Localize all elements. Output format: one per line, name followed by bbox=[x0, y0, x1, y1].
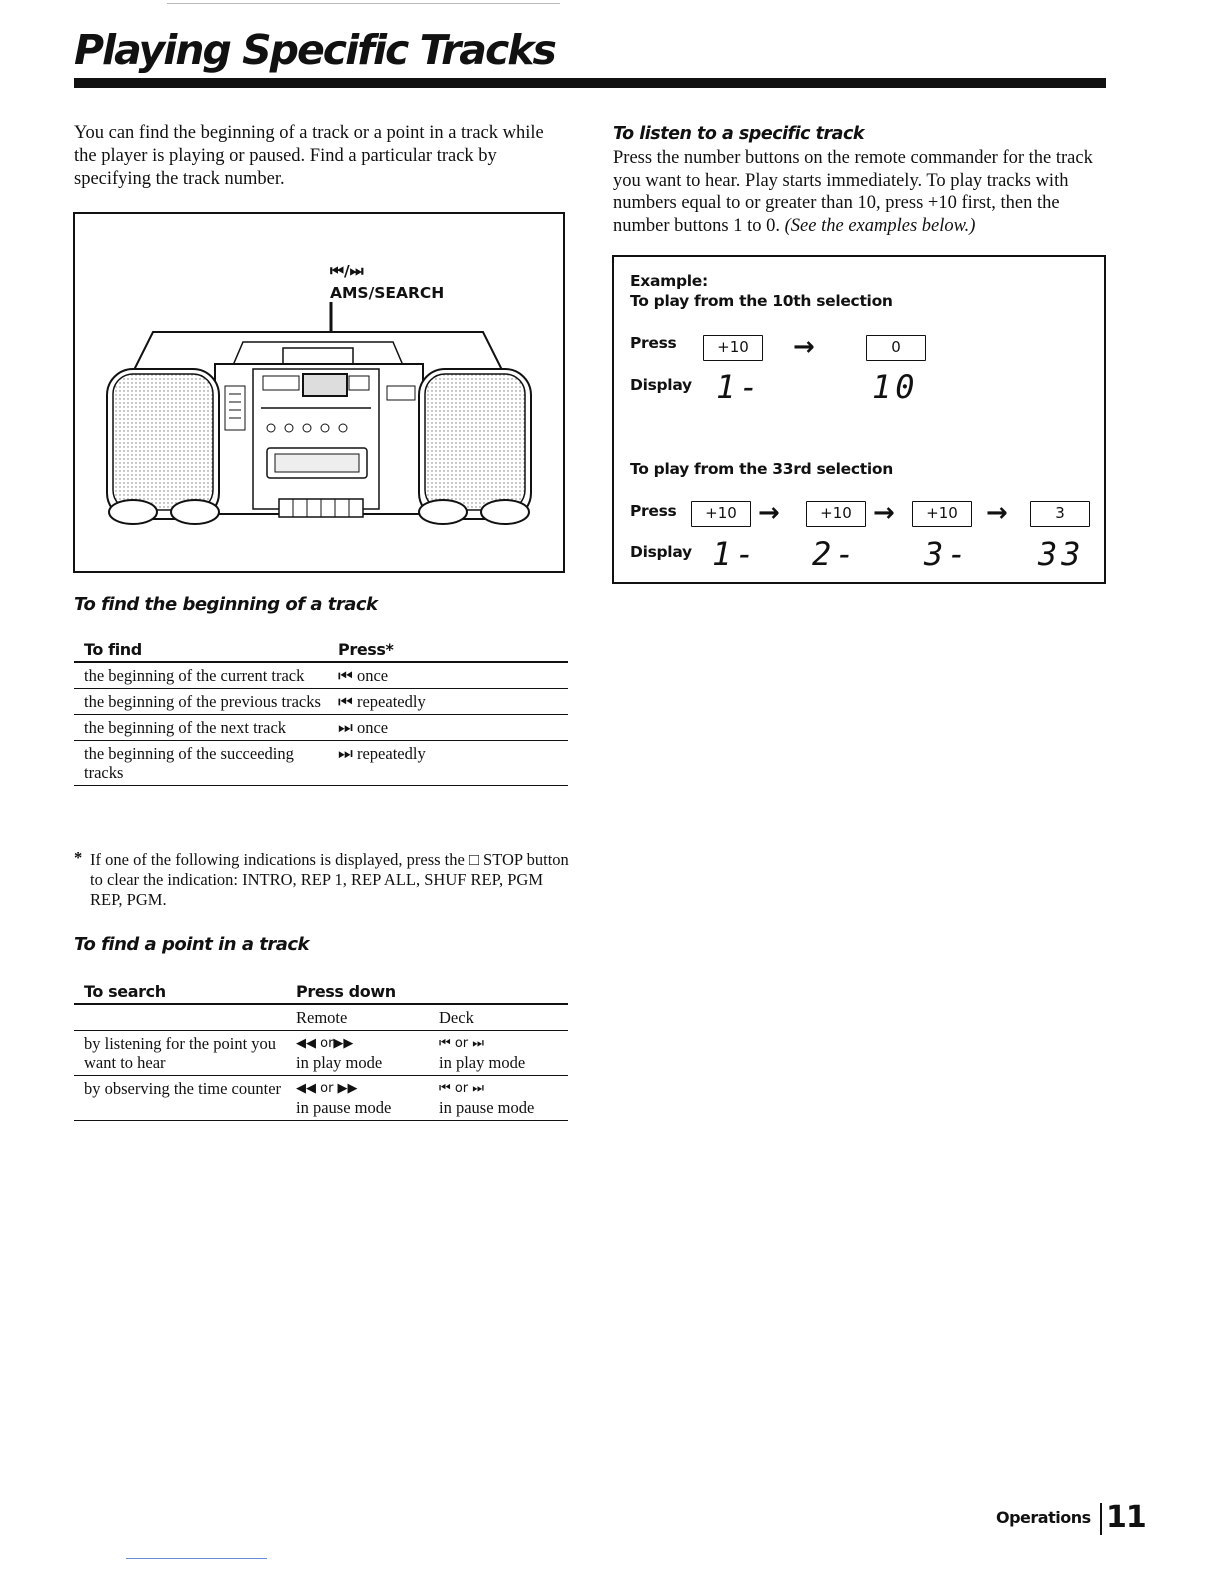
row-what: the beginning of the succeeding tracks bbox=[74, 741, 328, 786]
row-what: the beginning of the current track bbox=[74, 662, 328, 689]
prev-track-icon: ⏮ bbox=[338, 666, 353, 685]
case2-key-2: +10 bbox=[806, 501, 866, 527]
footnote-text: If one of the following indications is displayed, press the □ STOP button to clear the indication: INTRO, REP 1, REP ALL, SHUF REP, PGM REP, PGM. bbox=[90, 850, 569, 909]
boombox-illustration bbox=[75, 214, 563, 571]
case1-display-1: 1- bbox=[716, 368, 763, 406]
row-what: the beginning of the next track bbox=[74, 715, 328, 741]
row-action: once bbox=[356, 666, 389, 685]
footnote bbox=[74, 850, 574, 910]
case2-key-1: +10 bbox=[691, 501, 751, 527]
table-subheader-row bbox=[74, 1004, 568, 1031]
case2-display-label: Display bbox=[630, 543, 692, 561]
case1-title: To play from the 10th selection bbox=[630, 292, 893, 310]
table-row bbox=[74, 1076, 568, 1121]
case2-arrow-2: → bbox=[873, 498, 895, 528]
table-row bbox=[74, 741, 568, 786]
row-remote-mode: in play mode bbox=[296, 1053, 383, 1072]
prev-track-icon: ⏮ bbox=[338, 692, 353, 711]
case1-display-label: Display bbox=[630, 376, 692, 394]
table-row bbox=[74, 662, 568, 689]
row-what: by listening for the point you want to hear bbox=[74, 1031, 286, 1076]
ams-search-symbol: ⏮/⏭ bbox=[330, 262, 364, 280]
case1-arrow-1: → bbox=[793, 332, 815, 362]
row-deck bbox=[429, 1076, 568, 1121]
row-deck bbox=[429, 1031, 568, 1076]
footnote-mark: * bbox=[74, 848, 83, 867]
row-press bbox=[328, 689, 568, 715]
case1-press-label: Press bbox=[630, 334, 677, 352]
case2-display-1: 1- bbox=[712, 535, 759, 573]
find-beginning-heading: To find the beginning of a track bbox=[74, 594, 378, 615]
row-remote-mode: in pause mode bbox=[296, 1098, 392, 1117]
case2-title: To play from the 33rd selection bbox=[630, 460, 893, 478]
page-number: 11 bbox=[1106, 1500, 1146, 1535]
case2-display-4: 33 bbox=[1038, 535, 1085, 573]
table-row bbox=[74, 1031, 568, 1076]
col-to-find: To find bbox=[74, 640, 328, 662]
example-label: Example: bbox=[630, 272, 708, 290]
row-action: repeatedly bbox=[356, 692, 426, 711]
row-action: once bbox=[356, 718, 389, 737]
col-to-search: To search bbox=[74, 982, 286, 1004]
case2-key-4: 3 bbox=[1030, 501, 1090, 527]
row-remote bbox=[286, 1031, 429, 1076]
footer-divider bbox=[1100, 1503, 1102, 1535]
row-deck-mode: in pause mode bbox=[439, 1098, 535, 1117]
row-press bbox=[328, 715, 568, 741]
intro-paragraph: You can find the beginning of a track or a point in a track while the player is playing or paused. Find a particular track by specifying the track number. bbox=[74, 123, 544, 189]
page-title: Playing Specific Tracks bbox=[74, 26, 555, 74]
listen-body-ref: (See the examples below.) bbox=[784, 215, 976, 236]
case2-key-3: +10 bbox=[912, 501, 972, 527]
table-row bbox=[74, 715, 568, 741]
case2-arrow-1: → bbox=[758, 498, 780, 528]
case2-arrow-3: → bbox=[986, 498, 1008, 528]
sub-deck: Deck bbox=[429, 1004, 568, 1031]
case1-key-2: 0 bbox=[866, 335, 926, 361]
case1-key-1: +10 bbox=[703, 335, 763, 361]
sub-remote: Remote bbox=[286, 1004, 429, 1031]
row-deck-mode: in play mode bbox=[439, 1053, 526, 1072]
table-header-row bbox=[74, 982, 568, 1004]
case2-display-2: 2- bbox=[812, 535, 859, 573]
ams-search-text: AMS/SEARCH bbox=[330, 284, 445, 302]
rewind-ff-icon: ◀◀ or▶▶ bbox=[296, 1036, 354, 1051]
title-rule bbox=[74, 78, 1106, 88]
col-press: Press* bbox=[328, 640, 568, 662]
find-point-table bbox=[74, 982, 568, 1121]
next-track-icon: ⏭ bbox=[338, 744, 353, 763]
col-press-down: Press down bbox=[286, 982, 568, 1004]
table-row bbox=[74, 689, 568, 715]
listen-heading: To listen to a specific track bbox=[613, 124, 864, 144]
bottom-rule-line bbox=[126, 1558, 267, 1559]
row-action: repeatedly bbox=[356, 744, 426, 763]
case1-display-2: 10 bbox=[872, 368, 919, 406]
listen-body bbox=[613, 147, 1113, 237]
row-press bbox=[328, 662, 568, 689]
table-header-row bbox=[74, 640, 568, 662]
row-remote bbox=[286, 1076, 429, 1121]
prev-next-icon: ⏮ or ⏭ bbox=[439, 1081, 484, 1096]
case2-press-label: Press bbox=[630, 502, 677, 520]
case2-display-3: 3- bbox=[924, 535, 971, 573]
listen-body-text: Press the number buttons on the remote commander for the track you want to hear. Play starts immediately. To play tracks with numbers equal to or greater than 10, press +10 first, then the number buttons 1 to 0. bbox=[613, 148, 1093, 236]
row-what: by observing the time counter bbox=[74, 1076, 286, 1121]
rewind-ff-icon: ◀◀ or ▶▶ bbox=[296, 1081, 358, 1096]
next-track-icon: ⏭ bbox=[338, 718, 353, 737]
prev-next-icon: ⏮ or ⏭ bbox=[439, 1036, 484, 1051]
row-what: the beginning of the previous tracks bbox=[74, 689, 328, 715]
find-point-heading: To find a point in a track bbox=[74, 934, 310, 955]
top-rule-line bbox=[167, 3, 560, 4]
footer-section-label: Operations bbox=[996, 1508, 1091, 1527]
row-press bbox=[328, 741, 568, 786]
find-beginning-table bbox=[74, 640, 568, 786]
